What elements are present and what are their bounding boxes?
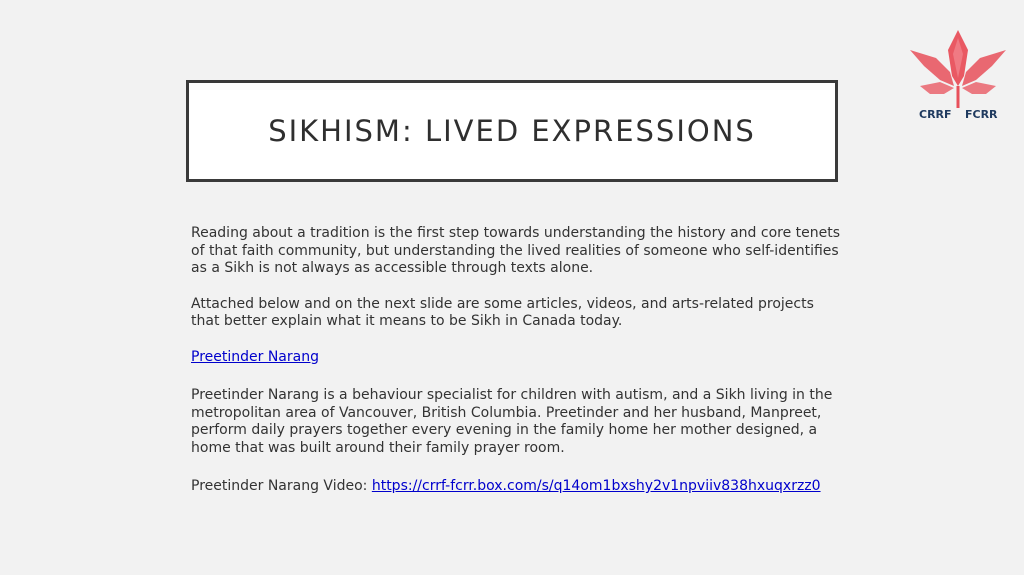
logo-left-text: CRRF xyxy=(919,108,952,121)
logo-right-text: FCRR xyxy=(965,108,998,121)
video-link[interactable]: https://crrf-fcrr.box.com/s/q14om1bxshy2v1npviiv838hxuqxrzz0 xyxy=(371,478,821,494)
title-box xyxy=(186,80,838,182)
video-paragraph xyxy=(191,478,841,496)
maple-leaf-icon xyxy=(906,28,1010,124)
attached-paragraph: Attached below and on the next slide are some articles, videos, and arts-related projects that better explain what it means to be Sikh in Canada today. xyxy=(191,295,814,329)
video-label: Preetinder Narang Video: xyxy=(191,478,372,494)
crrf-fcrr-logo xyxy=(906,28,1010,124)
slide-title: SIKHISM: LIVED EXPRESSIONS xyxy=(268,114,756,148)
profile-link[interactable]: Preetinder Narang xyxy=(191,348,319,365)
bio-paragraph: Preetinder Narang is a behaviour specialist for children with autism, and a Sikh living in the metropolitan area of Vancouver, British Columbia. Preetinder and her husband, Manpreet, perform daily prayers together every evening in the family home her mother designed, a home that was built around their family prayer room. xyxy=(191,387,833,456)
intro-paragraph: Reading about a tradition is the first step towards understanding the history and core tenets of that faith community, but understanding the lived realities of someone who self-identifies as a Sikh is not always as accessible through texts alone. xyxy=(191,225,841,276)
slide-content xyxy=(191,225,841,496)
profile-link-paragraph xyxy=(191,349,841,367)
